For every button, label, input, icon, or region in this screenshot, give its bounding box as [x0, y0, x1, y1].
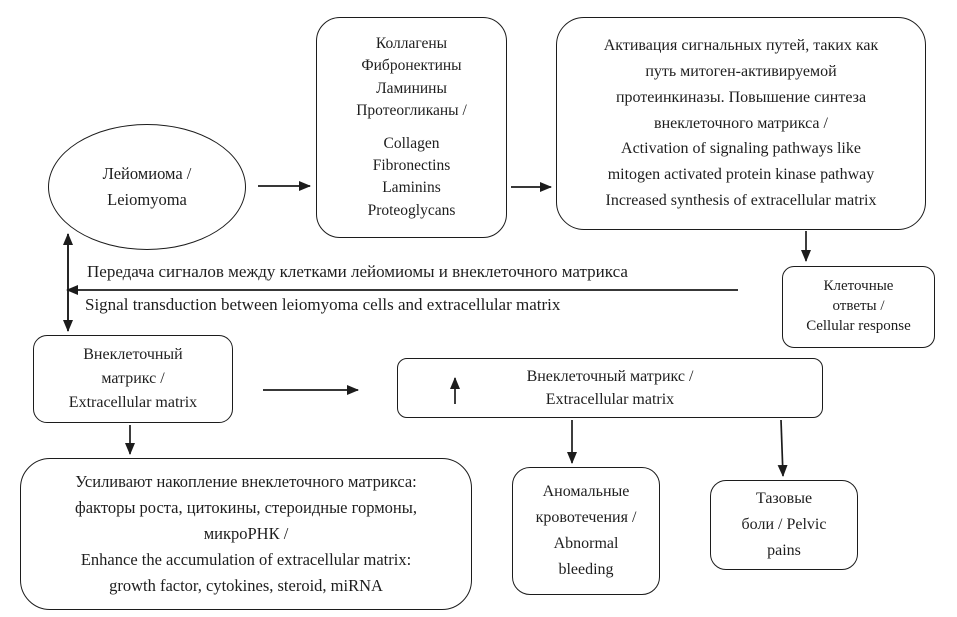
node-signaling-activation	[556, 17, 926, 230]
text-line: Аномальные	[542, 483, 630, 501]
text-line: Activation of signaling pathways like	[621, 140, 861, 158]
text-line: матрикс /	[101, 370, 165, 387]
signal-transduction-label-ru: Передача сигналов между клетками лейомиомы и внеклеточного матрикса	[87, 262, 628, 281]
text-line	[317, 123, 506, 133]
node-cellular-response	[782, 266, 935, 348]
node-pelvic-pains	[710, 480, 858, 570]
text-line: протеинкиназы. Повышение синтеза	[615, 88, 867, 106]
text-line: Enhance the accumulation of extracellular matrix:	[80, 550, 412, 570]
text-line: Extracellular matrix	[68, 394, 198, 411]
text-line: Increased synthesis of extracellular matrix	[605, 192, 877, 210]
text-line: Фибронектины	[361, 57, 462, 75]
text-line: факторы роста, цитокины, стероидные гормоны,	[75, 497, 417, 517]
text-line: Лейомиома /	[102, 164, 192, 184]
text-line: Коллагены	[375, 34, 448, 52]
text-line: Extracellular matrix	[545, 391, 675, 408]
text-line: Fibronectins	[372, 156, 451, 174]
node-extracellular-matrix-increased	[397, 358, 823, 418]
text-line: Активация сигнальных путей, таких как	[603, 36, 879, 54]
node-abnormal-bleeding	[512, 467, 660, 595]
text-line: боли / Pelvic	[741, 516, 827, 534]
arrow-ecm-increased-to-pelvic	[781, 420, 783, 476]
text-line: Leiomyoma	[107, 190, 187, 209]
node-ecm-components	[316, 17, 507, 238]
text-line: кровотечения /	[535, 509, 637, 527]
text-line: Collagen	[383, 134, 440, 152]
text-line: Laminins	[382, 179, 441, 197]
text-line: Proteoglycans	[367, 201, 456, 219]
node-leiomyoma	[48, 124, 246, 250]
text-line: growth factor, cytokines, steroid, miRNA	[109, 576, 383, 596]
node-ecm-enhancers	[20, 458, 472, 610]
text-line: ответы /	[832, 298, 885, 315]
text-line: Ламинины	[376, 79, 447, 97]
text-line: Внеклеточный	[83, 346, 183, 363]
text-line: Тазовые	[755, 490, 813, 508]
text-line: Внеклеточный матрикс /	[526, 367, 694, 385]
text-line: внеклеточного матрикса /	[654, 114, 828, 132]
text-line: Abnormal	[553, 535, 619, 552]
text-line: микроРНК /	[203, 523, 289, 543]
signal-transduction-label-en: Signal transduction between leiomyoma cells and extracellular matrix	[85, 295, 561, 314]
text-line: pains	[767, 541, 801, 559]
node-extracellular-matrix	[33, 335, 233, 423]
text-line: путь митоген-активируемой	[645, 62, 837, 80]
text-line: mitogen activated protein kinase pathway	[607, 166, 875, 184]
text-line: Протеогликаны /	[356, 102, 467, 120]
text-line: Усиливают накопление внеклеточного матрикса:	[75, 471, 417, 491]
text-line: Cellular response	[806, 317, 911, 334]
text-line: bleeding	[558, 560, 614, 578]
text-line: Клеточные	[823, 278, 894, 295]
